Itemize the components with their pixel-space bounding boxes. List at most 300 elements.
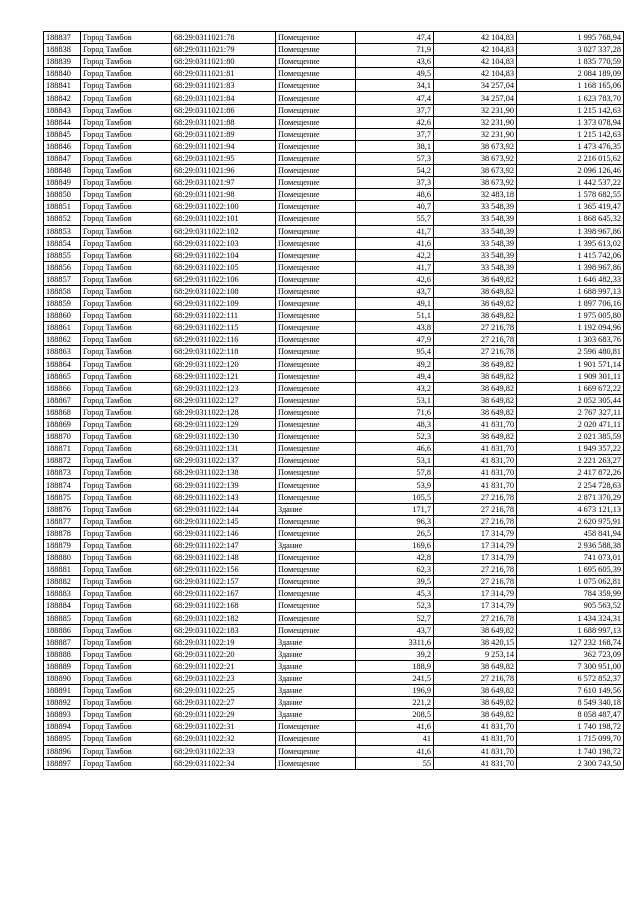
cadastral-number-cell: 68:29:0311022:131 xyxy=(172,443,276,455)
object-type-cell: Помещение xyxy=(276,588,356,600)
city-name-cell: Город Тамбов xyxy=(81,648,172,660)
specific-value-cell: 38 649,82 xyxy=(434,394,517,406)
row-number-cell: 188897 xyxy=(44,757,81,769)
cadastral-number-cell: 68:29:0311022:143 xyxy=(172,491,276,503)
cadastral-value-cell: 1 868 645,32 xyxy=(517,213,624,225)
row-number-cell: 188851 xyxy=(44,201,81,213)
row-number-cell: 188881 xyxy=(44,564,81,576)
specific-value-cell: 32 231,90 xyxy=(434,116,517,128)
city-name-cell: Город Тамбов xyxy=(81,32,172,44)
object-type-cell: Помещение xyxy=(276,177,356,189)
area-cell: 241,5 xyxy=(356,672,434,684)
row-number-cell: 188864 xyxy=(44,358,81,370)
row-number-cell: 188868 xyxy=(44,406,81,418)
cadastral-value-cell: 8 549 340,18 xyxy=(517,697,624,709)
area-cell: 169,6 xyxy=(356,539,434,551)
row-number-cell: 188896 xyxy=(44,745,81,757)
cadastral-number-cell: 68:29:0311022:106 xyxy=(172,273,276,285)
cadastral-number-cell: 68:29:0311022:182 xyxy=(172,612,276,624)
cadastral-value-cell: 1 688 997,13 xyxy=(517,285,624,297)
city-name-cell: Город Тамбов xyxy=(81,685,172,697)
object-type-cell: Помещение xyxy=(276,745,356,757)
row-number-cell: 188839 xyxy=(44,56,81,68)
city-name-cell: Город Тамбов xyxy=(81,334,172,346)
cadastral-number-cell: 68:29:0311022:32 xyxy=(172,733,276,745)
row-number-cell: 188863 xyxy=(44,346,81,358)
row-number-cell: 188883 xyxy=(44,588,81,600)
object-type-cell: Помещение xyxy=(276,515,356,527)
cadastral-number-cell: 68:29:0311021:98 xyxy=(172,189,276,201)
city-name-cell: Город Тамбов xyxy=(81,104,172,116)
city-name-cell: Город Тамбов xyxy=(81,503,172,515)
city-name-cell: Город Тамбов xyxy=(81,745,172,757)
area-cell: 196,9 xyxy=(356,685,434,697)
cadastral-value-cell: 1 740 198,72 xyxy=(517,721,624,733)
city-name-cell: Город Тамбов xyxy=(81,564,172,576)
specific-value-cell: 27 216,78 xyxy=(434,672,517,684)
specific-value-cell: 42 104,83 xyxy=(434,32,517,44)
specific-value-cell: 33 548,39 xyxy=(434,237,517,249)
city-name-cell: Город Тамбов xyxy=(81,515,172,527)
cadastral-value-cell: 1 669 672,22 xyxy=(517,382,624,394)
city-name-cell: Город Тамбов xyxy=(81,757,172,769)
row-number-cell: 188893 xyxy=(44,709,81,721)
table-row xyxy=(44,455,624,467)
cadastral-number-cell: 68:29:0311022:34 xyxy=(172,757,276,769)
specific-value-cell: 27 216,78 xyxy=(434,576,517,588)
area-cell: 96,3 xyxy=(356,515,434,527)
specific-value-cell: 27 216,78 xyxy=(434,612,517,624)
cadastral-value-cell: 2 096 126,46 xyxy=(517,165,624,177)
city-name-cell: Город Тамбов xyxy=(81,249,172,261)
cadastral-value-cell: 1 975 005,80 xyxy=(517,310,624,322)
specific-value-cell: 38 649,82 xyxy=(434,406,517,418)
specific-value-cell: 42 104,83 xyxy=(434,68,517,80)
cadastral-number-cell: 68:29:0311022:146 xyxy=(172,527,276,539)
object-type-cell: Помещение xyxy=(276,527,356,539)
cadastral-value-cell: 1 373 078,94 xyxy=(517,116,624,128)
object-type-cell: Помещение xyxy=(276,564,356,576)
area-cell: 42,8 xyxy=(356,552,434,564)
object-type-cell: Здание xyxy=(276,685,356,697)
row-number-cell: 188860 xyxy=(44,310,81,322)
city-name-cell: Город Тамбов xyxy=(81,709,172,721)
cadastral-number-cell: 68:29:0311022:138 xyxy=(172,467,276,479)
area-cell: 42,2 xyxy=(356,249,434,261)
specific-value-cell: 33 548,39 xyxy=(434,261,517,273)
cadastral-number-cell: 68:29:0311021:88 xyxy=(172,116,276,128)
cadastral-value-cell: 1 398 967,86 xyxy=(517,261,624,273)
specific-value-cell: 9 253,14 xyxy=(434,648,517,660)
city-name-cell: Город Тамбов xyxy=(81,285,172,297)
city-name-cell: Город Тамбов xyxy=(81,237,172,249)
city-name-cell: Город Тамбов xyxy=(81,624,172,636)
object-type-cell: Помещение xyxy=(276,406,356,418)
area-cell: 43,7 xyxy=(356,624,434,636)
area-cell: 55 xyxy=(356,757,434,769)
cadastral-number-cell: 68:29:0311022:168 xyxy=(172,600,276,612)
row-number-cell: 188854 xyxy=(44,237,81,249)
city-name-cell: Город Тамбов xyxy=(81,358,172,370)
area-cell: 188,9 xyxy=(356,660,434,672)
area-cell: 40,7 xyxy=(356,201,434,213)
table-row xyxy=(44,443,624,455)
table-row xyxy=(44,189,624,201)
city-name-cell: Город Тамбов xyxy=(81,346,172,358)
row-number-cell: 188872 xyxy=(44,455,81,467)
cadastral-number-cell: 68:29:0311022:116 xyxy=(172,334,276,346)
city-name-cell: Город Тамбов xyxy=(81,576,172,588)
table-row xyxy=(44,394,624,406)
city-name-cell: Город Тамбов xyxy=(81,56,172,68)
cadastral-value-cell: 1 578 682,55 xyxy=(517,189,624,201)
area-cell: 47,4 xyxy=(356,92,434,104)
city-name-cell: Город Тамбов xyxy=(81,261,172,273)
cadastral-value-cell: 2 021 385,59 xyxy=(517,431,624,443)
city-name-cell: Город Тамбов xyxy=(81,406,172,418)
cadastral-number-cell: 68:29:0311022:103 xyxy=(172,237,276,249)
object-type-cell: Помещение xyxy=(276,624,356,636)
cadastral-value-cell: 2 020 471,11 xyxy=(517,419,624,431)
area-cell: 105,5 xyxy=(356,491,434,503)
city-name-cell: Город Тамбов xyxy=(81,479,172,491)
row-number-cell: 188848 xyxy=(44,165,81,177)
table-row xyxy=(44,406,624,418)
table-row xyxy=(44,576,624,588)
specific-value-cell: 33 548,39 xyxy=(434,249,517,261)
row-number-cell: 188880 xyxy=(44,552,81,564)
specific-value-cell: 41 831,70 xyxy=(434,443,517,455)
city-name-cell: Город Тамбов xyxy=(81,177,172,189)
object-type-cell: Помещение xyxy=(276,346,356,358)
area-cell: 62,3 xyxy=(356,564,434,576)
cadastral-value-cell: 1 215 142,63 xyxy=(517,104,624,116)
specific-value-cell: 33 548,39 xyxy=(434,201,517,213)
cadastral-value-cell: 2 221 263,27 xyxy=(517,455,624,467)
object-type-cell: Здание xyxy=(276,709,356,721)
object-type-cell: Помещение xyxy=(276,310,356,322)
area-cell: 57,3 xyxy=(356,152,434,164)
cadastral-number-cell: 68:29:0311022:111 xyxy=(172,310,276,322)
table-body xyxy=(44,32,624,770)
area-cell: 41,7 xyxy=(356,261,434,273)
object-type-cell: Помещение xyxy=(276,322,356,334)
specific-value-cell: 17 314,79 xyxy=(434,588,517,600)
object-type-cell: Помещение xyxy=(276,165,356,177)
city-name-cell: Город Тамбов xyxy=(81,92,172,104)
cadastral-number-cell: 68:29:0311021:96 xyxy=(172,165,276,177)
area-cell: 3311,6 xyxy=(356,636,434,648)
city-name-cell: Город Тамбов xyxy=(81,539,172,551)
object-type-cell: Помещение xyxy=(276,479,356,491)
table-row xyxy=(44,515,624,527)
cadastral-value-cell: 2 620 975,91 xyxy=(517,515,624,527)
specific-value-cell: 34 257,04 xyxy=(434,92,517,104)
row-number-cell: 188877 xyxy=(44,515,81,527)
cadastral-number-cell: 68:29:0311021:79 xyxy=(172,44,276,56)
cadastral-number-cell: 68:29:0311022:23 xyxy=(172,672,276,684)
object-type-cell: Помещение xyxy=(276,152,356,164)
object-type-cell: Помещение xyxy=(276,285,356,297)
row-number-cell: 188889 xyxy=(44,660,81,672)
table-row xyxy=(44,552,624,564)
object-type-cell: Помещение xyxy=(276,32,356,44)
object-type-cell: Здание xyxy=(276,648,356,660)
area-cell: 41 xyxy=(356,733,434,745)
cadastral-value-cell: 8 058 487,47 xyxy=(517,709,624,721)
cadastral-number-cell: 68:29:0311021:81 xyxy=(172,68,276,80)
cadastral-value-cell: 1 398 967,86 xyxy=(517,225,624,237)
row-number-cell: 188886 xyxy=(44,624,81,636)
table-row xyxy=(44,527,624,539)
specific-value-cell: 41 831,70 xyxy=(434,745,517,757)
table-row xyxy=(44,322,624,334)
row-number-cell: 188892 xyxy=(44,697,81,709)
area-cell: 51,1 xyxy=(356,310,434,322)
city-name-cell: Город Тамбов xyxy=(81,697,172,709)
city-name-cell: Город Тамбов xyxy=(81,298,172,310)
object-type-cell: Помещение xyxy=(276,370,356,382)
cadastral-number-cell: 68:29:0311022:148 xyxy=(172,552,276,564)
cadastral-value-cell: 7 300 951,00 xyxy=(517,660,624,672)
row-number-cell: 188876 xyxy=(44,503,81,515)
object-type-cell: Помещение xyxy=(276,140,356,152)
row-number-cell: 188838 xyxy=(44,44,81,56)
city-name-cell: Город Тамбов xyxy=(81,189,172,201)
table-row xyxy=(44,213,624,225)
object-type-cell: Помещение xyxy=(276,552,356,564)
area-cell: 43,7 xyxy=(356,285,434,297)
area-cell: 53,1 xyxy=(356,455,434,467)
table-row xyxy=(44,128,624,140)
table-row xyxy=(44,697,624,709)
specific-value-cell: 27 216,78 xyxy=(434,564,517,576)
specific-value-cell: 34 257,04 xyxy=(434,80,517,92)
row-number-cell: 188879 xyxy=(44,539,81,551)
cadastral-number-cell: 68:29:0311022:128 xyxy=(172,406,276,418)
cadastral-number-cell: 68:29:0311022:20 xyxy=(172,648,276,660)
cadastral-value-cell: 905 563,52 xyxy=(517,600,624,612)
area-cell: 47,4 xyxy=(356,32,434,44)
area-cell: 38,1 xyxy=(356,140,434,152)
table-row xyxy=(44,237,624,249)
row-number-cell: 188858 xyxy=(44,285,81,297)
city-name-cell: Город Тамбов xyxy=(81,68,172,80)
city-name-cell: Город Тамбов xyxy=(81,600,172,612)
row-number-cell: 188869 xyxy=(44,419,81,431)
specific-value-cell: 38 649,82 xyxy=(434,624,517,636)
table-row xyxy=(44,600,624,612)
specific-value-cell: 38 649,82 xyxy=(434,382,517,394)
specific-value-cell: 33 548,39 xyxy=(434,225,517,237)
object-type-cell: Помещение xyxy=(276,431,356,443)
cadastral-number-cell: 68:29:0311022:25 xyxy=(172,685,276,697)
row-number-cell: 188852 xyxy=(44,213,81,225)
table-row xyxy=(44,140,624,152)
area-cell: 41,6 xyxy=(356,721,434,733)
object-type-cell: Здание xyxy=(276,636,356,648)
row-number-cell: 188867 xyxy=(44,394,81,406)
city-name-cell: Город Тамбов xyxy=(81,44,172,56)
cadastral-value-cell: 1 949 357,22 xyxy=(517,443,624,455)
specific-value-cell: 38 673,92 xyxy=(434,165,517,177)
specific-value-cell: 38 649,82 xyxy=(434,685,517,697)
cadastral-value-cell: 1 740 198,72 xyxy=(517,745,624,757)
row-number-cell: 188842 xyxy=(44,92,81,104)
cadastral-number-cell: 68:29:0311021:78 xyxy=(172,32,276,44)
cadastral-value-cell: 1 897 706,16 xyxy=(517,298,624,310)
cadastral-value-cell: 2 767 327,11 xyxy=(517,406,624,418)
table-row xyxy=(44,346,624,358)
city-name-cell: Город Тамбов xyxy=(81,80,172,92)
table-row xyxy=(44,310,624,322)
cadastral-value-cell: 1 901 571,14 xyxy=(517,358,624,370)
area-cell: 42,6 xyxy=(356,273,434,285)
table-row xyxy=(44,177,624,189)
cadastral-value-cell: 1 365 419,47 xyxy=(517,201,624,213)
cadastral-value-cell: 1 434 324,31 xyxy=(517,612,624,624)
specific-value-cell: 38 649,82 xyxy=(434,660,517,672)
specific-value-cell: 38 649,82 xyxy=(434,358,517,370)
area-cell: 52,7 xyxy=(356,612,434,624)
row-number-cell: 188837 xyxy=(44,32,81,44)
area-cell: 39,2 xyxy=(356,648,434,660)
object-type-cell: Помещение xyxy=(276,116,356,128)
specific-value-cell: 27 216,78 xyxy=(434,334,517,346)
table-row xyxy=(44,358,624,370)
row-number-cell: 188875 xyxy=(44,491,81,503)
row-number-cell: 188859 xyxy=(44,298,81,310)
table-row xyxy=(44,539,624,551)
cadastral-value-cell: 1 646 482,33 xyxy=(517,273,624,285)
row-number-cell: 188865 xyxy=(44,370,81,382)
city-name-cell: Город Тамбов xyxy=(81,660,172,672)
row-number-cell: 188887 xyxy=(44,636,81,648)
area-cell: 55,7 xyxy=(356,213,434,225)
table-row xyxy=(44,685,624,697)
table-row xyxy=(44,334,624,346)
specific-value-cell: 32 483,18 xyxy=(434,189,517,201)
area-cell: 52,3 xyxy=(356,600,434,612)
object-type-cell: Помещение xyxy=(276,92,356,104)
object-type-cell: Помещение xyxy=(276,757,356,769)
area-cell: 43,2 xyxy=(356,382,434,394)
table-row xyxy=(44,261,624,273)
object-type-cell: Помещение xyxy=(276,612,356,624)
specific-value-cell: 32 231,90 xyxy=(434,128,517,140)
city-name-cell: Город Тамбов xyxy=(81,152,172,164)
cadastral-value-cell: 7 610 149,56 xyxy=(517,685,624,697)
row-number-cell: 188841 xyxy=(44,80,81,92)
cadastral-value-cell: 2 936 588,38 xyxy=(517,539,624,551)
cadastral-value-cell: 2 052 305,44 xyxy=(517,394,624,406)
cadastral-value-cell: 1 303 683,76 xyxy=(517,334,624,346)
cadastral-number-cell: 68:29:0311022:157 xyxy=(172,576,276,588)
cadastral-value-cell: 2 417 872,26 xyxy=(517,467,624,479)
object-type-cell: Здание xyxy=(276,697,356,709)
area-cell: 49,5 xyxy=(356,68,434,80)
specific-value-cell: 42 104,83 xyxy=(434,56,517,68)
specific-value-cell: 17 314,79 xyxy=(434,552,517,564)
cadastral-number-cell: 68:29:0311021:97 xyxy=(172,177,276,189)
table-row xyxy=(44,56,624,68)
area-cell: 95,4 xyxy=(356,346,434,358)
cadastral-value-cell: 362 723,09 xyxy=(517,648,624,660)
cadastral-number-cell: 68:29:0311022:183 xyxy=(172,624,276,636)
row-number-cell: 188884 xyxy=(44,600,81,612)
cadastral-value-cell: 4 673 121,13 xyxy=(517,503,624,515)
object-type-cell: Здание xyxy=(276,672,356,684)
cadastral-number-cell: 68:29:0311021:86 xyxy=(172,104,276,116)
object-type-cell: Помещение xyxy=(276,298,356,310)
area-cell: 43,8 xyxy=(356,322,434,334)
object-type-cell: Помещение xyxy=(276,104,356,116)
specific-value-cell: 38 649,82 xyxy=(434,310,517,322)
row-number-cell: 188866 xyxy=(44,382,81,394)
cadastral-number-cell: 68:29:0311022:100 xyxy=(172,201,276,213)
area-cell: 37,7 xyxy=(356,128,434,140)
area-cell: 53,9 xyxy=(356,479,434,491)
table-row xyxy=(44,588,624,600)
area-cell: 26,5 xyxy=(356,527,434,539)
cadastral-value-cell: 1 075 062,81 xyxy=(517,576,624,588)
area-cell: 49,1 xyxy=(356,298,434,310)
specific-value-cell: 32 231,90 xyxy=(434,104,517,116)
table-row xyxy=(44,721,624,733)
object-type-cell: Помещение xyxy=(276,443,356,455)
row-number-cell: 188873 xyxy=(44,467,81,479)
city-name-cell: Город Тамбов xyxy=(81,612,172,624)
specific-value-cell: 38 649,82 xyxy=(434,285,517,297)
area-cell: 43,6 xyxy=(356,56,434,68)
cadastral-value-cell: 1 442 537,22 xyxy=(517,177,624,189)
object-type-cell: Помещение xyxy=(276,419,356,431)
table-row xyxy=(44,382,624,394)
area-cell: 48,6 xyxy=(356,189,434,201)
row-number-cell: 188890 xyxy=(44,672,81,684)
cadastral-value-cell: 1 473 476,35 xyxy=(517,140,624,152)
row-number-cell: 188845 xyxy=(44,128,81,140)
object-type-cell: Помещение xyxy=(276,334,356,346)
cadastral-value-cell: 6 572 852,37 xyxy=(517,672,624,684)
object-type-cell: Помещение xyxy=(276,600,356,612)
area-cell: 71,9 xyxy=(356,44,434,56)
object-type-cell: Помещение xyxy=(276,733,356,745)
cadastral-number-cell: 68:29:0311022:167 xyxy=(172,588,276,600)
table-row xyxy=(44,431,624,443)
table-row xyxy=(44,491,624,503)
cadastral-value-cell: 1 688 997,13 xyxy=(517,624,624,636)
cadastral-value-cell: 1 192 094,96 xyxy=(517,322,624,334)
cadastral-value-cell: 1 168 165,06 xyxy=(517,80,624,92)
specific-value-cell: 17 314,79 xyxy=(434,600,517,612)
city-name-cell: Город Тамбов xyxy=(81,140,172,152)
cadastral-number-cell: 68:29:0311022:147 xyxy=(172,539,276,551)
cadastral-value-cell: 784 359,99 xyxy=(517,588,624,600)
specific-value-cell: 38 673,92 xyxy=(434,177,517,189)
row-number-cell: 188882 xyxy=(44,576,81,588)
table-row xyxy=(44,68,624,80)
table-row xyxy=(44,564,624,576)
row-number-cell: 188871 xyxy=(44,443,81,455)
city-name-cell: Город Тамбов xyxy=(81,527,172,539)
specific-value-cell: 27 216,78 xyxy=(434,322,517,334)
object-type-cell: Помещение xyxy=(276,128,356,140)
specific-value-cell: 27 216,78 xyxy=(434,491,517,503)
area-cell: 41,6 xyxy=(356,745,434,757)
object-type-cell: Помещение xyxy=(276,213,356,225)
specific-value-cell: 17 314,79 xyxy=(434,539,517,551)
